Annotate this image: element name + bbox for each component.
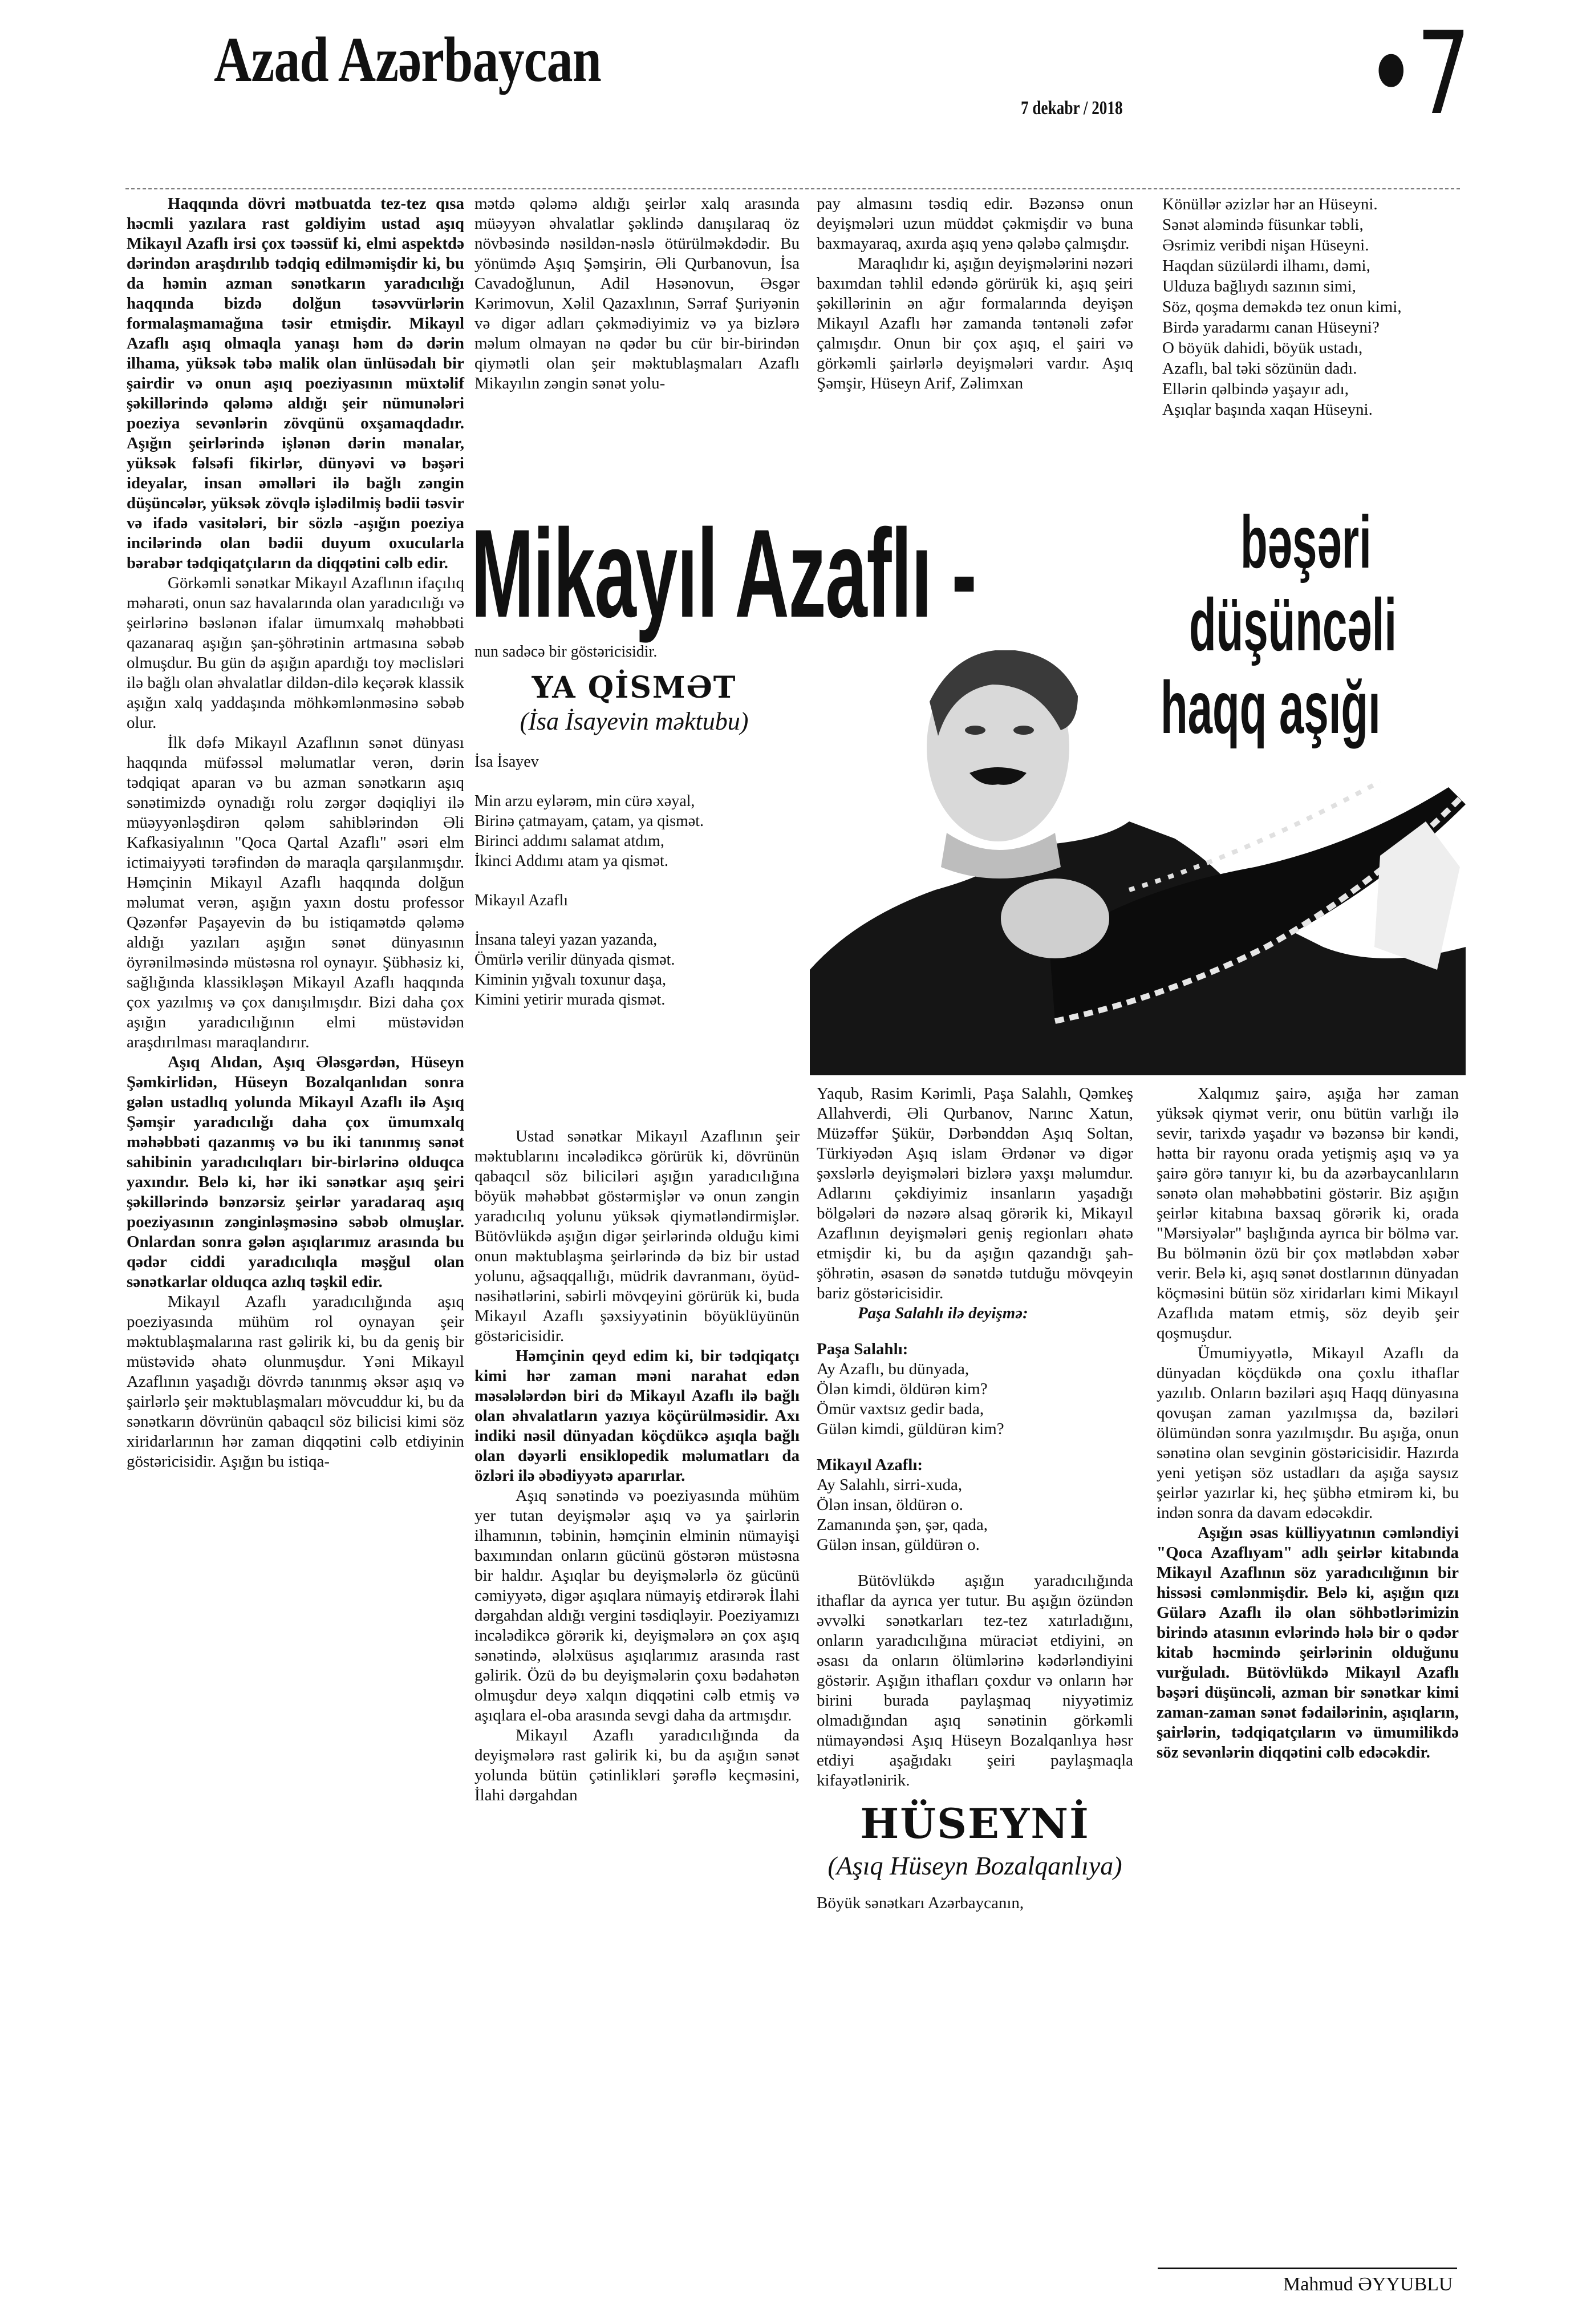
verse-line: Ay Azaflı, bu dünyada, bbox=[817, 1360, 969, 1378]
verse bbox=[474, 791, 794, 871]
paragraph: Yaqub, Rasim Kərimli, Paşa Salahlı, Qəmkeş Allahverdi, Əli Qurbanov, Narınc Xatun, Müzəffər Şükür, Dərbənddən Aşıq Soltan, Türkiyədən Aşıq islam Ərdənər və digər şəxslərlə deyişmələri bizlərə yaxşı məlumdur. Adlarını çəkdiyimiz insanların yaşadığı bölgələri də nəzərə alsaq görərik ki, Mikayıl Azaflının deyişmələri geniş regionları əhatə etmişdir ki, bu da aşığın qazandığı şah-şöhrətin, əsasən də sənətdə tutduğu mövqeyin bariz göstəricisidir. bbox=[817, 1084, 1133, 1302]
poem-line: Ellərin qəlbində yaşayır adı, bbox=[1162, 380, 1349, 398]
verse-line: Gülən insan, güldürən o. bbox=[817, 1536, 980, 1554]
poem-author: İsa İsayev bbox=[474, 753, 539, 771]
verse bbox=[474, 930, 794, 1010]
poem-line: Birdə yaradarmı canan Hüseyni? bbox=[1162, 318, 1380, 337]
poem-title: YA QİSMƏT bbox=[532, 670, 737, 705]
poem-line: O böyük dahidi, böyük ustadı, bbox=[1162, 339, 1363, 357]
poem-title: HÜSEYNİ bbox=[860, 1799, 1090, 1848]
speaker-name: Mikayıl Azaflı: bbox=[817, 1456, 923, 1474]
verse-line: İkinci Addımı atam ya qismət. bbox=[474, 852, 668, 870]
poem-line: Sənət aləmində füsunkar təbli, bbox=[1162, 216, 1364, 234]
paragraph: Mikayıl Azaflı yaradıcılığında aşıq poeziyasında mühüm rol oynayan şeir məktublaşmalarına rast gəlirik ki, bu da geniş bir müstəvidə əhatə olunmuşdur. Yəni Mikayıl Azaflının yaşadığı dövrdə tanınmış əksər aşıq və şairlərlə şeir məktublaşmaları mövcuddur ki, bu da sənətkarın dövrünün qabaqcıl söz bilicisi kimi söz xiridarlarının hər zaman diqqətini cəlb etdiyinin göstəricisidir. Aşığın bu istiqa- bbox=[127, 1293, 464, 1471]
article-column-2-top bbox=[474, 194, 800, 394]
article-column-2-bottom bbox=[474, 1127, 800, 1805]
verse-line: Birinə çatmayam, çatam, ya qismət. bbox=[474, 812, 704, 830]
poem-line: Azaflı, bal təki sözünün dadı. bbox=[1162, 359, 1357, 378]
poem-line: Haqdan süzülərdi ilhamı, dəmi, bbox=[1162, 257, 1370, 275]
article-column-1 bbox=[127, 194, 464, 1472]
header-rule bbox=[125, 188, 1460, 189]
paragraph: pay almasını təsdiq edir. Bəzənsə onun deyişmələri uzun müddət çəkmişdir və buna baxmayaraq, axırda aşıq yenə qələbə çalmışdır. bbox=[817, 195, 1133, 253]
poem-subtitle: (Aşıq Hüseyn Bozalqanlıya) bbox=[827, 1851, 1122, 1880]
verse-line: Ölən insan, öldürən o. bbox=[817, 1496, 963, 1514]
headline-line-2: bəşəri bbox=[1240, 500, 1372, 584]
verse-line: İnsana taleyi yazan yazanda, bbox=[474, 931, 658, 949]
paragraph: Maraqlıdır ki, aşığın deyişmələrini nəzəri baxımdan təhlil edəndə görürük ki, aşıq şeiri şəkillərinin ən ağır formalarında deyişən Mikayıl Azaflı hər zamanda təntənəli zəfər çalmışdır. Onun bir çox aşıq, el şairi və görkəmli şairlərlə deyişmələri vardır. Aşıq Şəmşir, Hüseyn Arif, Zəlimxan bbox=[817, 254, 1133, 392]
huseyni-poem-continuation bbox=[1162, 194, 1459, 420]
verse-line: Birinci addımı salamat atdım, bbox=[474, 832, 664, 850]
paragraph: Xalqımız şairə, aşığa hər zaman yüksək qiymət verir, onu bütün varlığı ilə sevir, tarixdə yaşadır və bəzənsə bir kəndi, hətta bir rayonu orada yetişmiş aşıq və ya şairə görə tanıyır ki, bu da azərbaycanlıların sənətə olan məhəbbətini göstərir. Biz aşığın şeirlər kitabına baxsaq görərik ki, orada "Mərsiyələr" başlığında ayrıca bir bölmə var. Bu bölmənin özü bir çox mətləbdən xəbər verir. Belə ki, aşıq sənət dostlarının dünyadan köçməsini bütün söz xiridarları kimi Mikayıl Azaflıda matəm etmiş, söz deyib şeir qoşmuşdur. bbox=[1157, 1084, 1459, 1342]
paragraph: Aşıq Alıdan, Aşıq Ələsgərdən, Hüseyn Şəmkirlidən, Hüseyn Bozalqanlıdan sonra gələn ustadlıq yolunda Mikayıl Azaflı ilə Aşıq Şəmşir yaradıcılığı daha çox ümumxalq məhəbbəti qazanmış və bu iki tanınmış sənət sahibinin yaradıcılıqları bir-birlərinə olduqca yaxındır. Belə ki, hər iki sənətkar aşıq şeiri şəkillərində bənzərsiz şeirlər yaradaraq aşıq poeziyasının zənginləşməsinə səbəb olmuşlar. Onlardan sonra gələn aşıqlarımız arasında bu qədər ciddi yaradıcılıqla məşğul olan sənətkarlar olduqca azlıq təşkil edir. bbox=[127, 1053, 464, 1291]
article-column-4-bottom bbox=[1157, 1084, 1459, 1763]
paragraph: mətdə qələmə aldığı şeirlər xalq arasında müəyyən əhvalatlar şəklində danışılaraq öz növbəsində nəsildən-nəslə ötürülməkdədir. Bu yönümdə Aşıq Şəmşirin, Əli Qurbanovun, İsa Cavadoğlunun, Adil Həsənovun, Əsgər Kərimovun, Xəlil Qazaxlının, Sərraf Şuriyənin və digər adları çəkmədiyimiz və ya bizlərə məlum olmayan nə qədər bu cür bir-birindən qiymətli olan şeir məktublaşmaları Azaflı Mikayılın zəngin sənət yolu- bbox=[474, 195, 800, 392]
paragraph: Aşıq sənətində və poeziyasında mühüm yer tutan deyişmələr aşıq və ya şairlərin ilhamının, təbinin, həmçinin elminin nümayişi baxımından onların gücünü göstərən müstəsna bir haldır. Aşıqlar bu deyişmələrlə öz gücünü cəmiyyətə, digər aşıqlara nümayiş etdirərək İlahi dərgahdan aldığı vergini təsdiqləyir. Poeziyamızı incələdikcə görərik ki, deyişmələrə ən çox aşıq sənətində, ələlxüsus aşıqlarımız arasında rast gəlirik. Özü də bu deyişmələrin çoxu bədahətən olmuşdur deyə xalqın diqqətini cəlb etmiş və aşıqlara el-oba arasında sevgi daha da artmışdır. bbox=[474, 1487, 800, 1724]
verse-line: Ölən kimdi, öldürən kim? bbox=[817, 1380, 988, 1398]
paragraph: Həmçinin qeyd edim ki, bir tədqiqatçı kimi hər zaman məni narahat edən məsələlərdən biri də Mikayıl Azaflı ilə bağlı olan əhvalatların yazıya köçürülməsidir. Axı indiki nəsil dünyadan köçdükcə aşıqla bağlı olan dəyərli ensiklopedik məlumatları da özləri ilə əbədiyyətə aparırlar. bbox=[474, 1347, 800, 1485]
byline-rule bbox=[1158, 2268, 1457, 2269]
verse-line: Kiminin yığvalı toxunur daşa, bbox=[474, 971, 666, 989]
article-column-3-top bbox=[817, 194, 1133, 394]
headline-main: Mikayıl Azaflı - bbox=[471, 503, 976, 643]
paragraph: Ustad sənətkar Mikayıl Azaflının şeir məktublarını incələdikcə görürük ki, dövrünün qabaqcıl söz biliciləri aşığın yaradıcılığına böyük məhəbbət göstərmişlər və onun zəngin yaradıcılıq yolunu yüksək qiymətləndirmişlər. Bütövlükdə aşığın digər şeirlərində olduğu kimi onun məktublaşma şeirlərində də biz bir ustad yolunu, ağsaqqallığı, müdrik davranmanı, öyüd-nəsihətlərini, səbirli mövqeyini görürük ki, buda Mikayıl Azaflı şəxsiyyətinin böyüklüyünün göstəricisidir. bbox=[474, 1127, 800, 1345]
poem-line: Könüllər əzizlər hər an Hüseyni. bbox=[1162, 195, 1378, 213]
poem-author: Mikayıl Azaflı bbox=[474, 892, 569, 909]
verse-line: Zamanında şən, şər, qada, bbox=[817, 1516, 988, 1534]
newspaper-title: Azad Azərbaycan bbox=[214, 25, 601, 95]
paragraph: Görkəmli sənətkar Mikayıl Azaflının ifaçılıq məharəti, onun saz havalarında olan yaradıcılığı və şeirlərinə bəslənən ifalar ümumxalq məhəbbəti qazanaraq aşığın şan-şöhrətinin artmasına səbəb olmuşdur. Bu gün də aşığın apardığı toy məclisləri ilə bağlı olan əhvalatlar dildən-dilə keçərək klassik aşığın xalq yaddaşında möhkəmlənməsinə səbəb olur. bbox=[127, 574, 464, 732]
author-byline: Mahmud ƏYYUBLU bbox=[1283, 2274, 1453, 2295]
paragraph: Aşığın əsas külliyyatının cəmləndiyi "Qoca Azaflıyam" adlı şeirlər kitabında Mikayıl Azaflının söz yaradıcılığının bir hissəsi cəmlənmişdir. Belə ki, aşığın qızı Gülarə Azaflı ilə olan söhbətlərimizin birində atasının evlərində hələ bir o qədər kitab həcmində şeirlərinin olduğunu vurğuladı. Bütövlükdə Mikayıl Azaflı bəşəri düşüncəli, azman bir sənətkar kimi zaman-zaman sənət fədailərinin, aşıqların, şairlərin, tədqiqatçıların və ümumilikdə söz sevənlərin diqqətini cəlb edəcəkdir. bbox=[1157, 1524, 1459, 1762]
page-number: •7 bbox=[1366, 7, 1471, 140]
speaker-name: Paşa Salahlı: bbox=[817, 1340, 908, 1358]
paragraph: Bütövlükdə aşığın yaradıcılığında ithaflar da ayrıca yer tutur. Bu aşığın özündən əvvəlki sənətkarları tez-tez xatırladığını, onların yaradıcılığına müraciət etdiyini, ən əsası da onların ölümlərinə kədərləndiyini göstərir. Aşığın ithafları çoxdur və onların hər birini burada paylaşmaq niyyətimiz olmadığından aşıq sənətinin görkəmli nümayəndəsi Aşıq Hüseyn Bozalqanlıya həsr etdiyi aşağıdakı şeiri paylaşmaqla kifayətlənirik. bbox=[817, 1572, 1133, 1789]
poem-line: Böyük sənətkarı Azərbaycanın, bbox=[817, 1894, 1024, 1912]
ya-qismet-section bbox=[474, 642, 794, 1010]
exchange-title: Paşa Salahlı ilə deyişmə: bbox=[858, 1304, 1028, 1322]
poem-line: Əsrimiz veribdi nişan Hüseyni. bbox=[1162, 236, 1369, 254]
paragraph: Mikayıl Azaflı yaradıcılığında da deyişmələrə rast gəlirik ki, bu da aşığın sənət yolunda bütün çətinlikləri şərəflə keçməsini, İlahi dərgahdan bbox=[474, 1726, 800, 1804]
stanza bbox=[817, 1475, 1133, 1555]
verse-line: Min arzu eylərəm, min cürə xəyal, bbox=[474, 792, 695, 810]
paragraph: Ümumiyyətlə, Mikayıl Azaflı da dünyadan köçdükdə ona çoxlu ithaflar yazılıb. Onların bəziləri aşıq Haqq dünyasına qovuşan zaman yazılmışsa da, bəziləri ölümündən sonra yazılmışdır. Bu aşığa, onun sənətinə olan sevginin göstəricisidir. Hazırda yeni yetişən söz ustadları da aşığa saysız şeirlər yazırlar ki, heç şübhə etmirəm ki, bu indən sonra da davam edəcəkdir. bbox=[1157, 1344, 1459, 1522]
headline-line-3: düşüncəli bbox=[1189, 583, 1397, 666]
headline-line-4: haqq aşığı bbox=[1161, 666, 1381, 749]
poem-subtitle: (İsa İsayevin məktubu) bbox=[520, 707, 749, 735]
poem-line: Ulduza bağlıydı sazının simi, bbox=[1162, 277, 1356, 295]
verse-line: Ömürlə verilir dünyada qismət. bbox=[474, 951, 675, 969]
issue-date: 7 dekabr / 2018 bbox=[1021, 98, 1123, 119]
paragraph: Haqqında dövri mətbuatda tez-tez qısa həcmli yazılara rast gəldiyim ustad aşıq Mikayıl Azaflı irsi çox təəssüf ki, elmi aspektdə dərindən araşdırılıb tədqiq edilməmişdir ki, bu da həmin azman sənətkarın yaradıcılığı haqqında bizdə dolğun təsəvvürlərin formalaşmamağına təsir etmişdir. Mikayıl Azaflı aşıq olmaqla yanaşı həm də dərin ilhama, yüksək təbə malik olan ünlüsədalı bir şairdir və onun aşıq poeziyasının müxtəlif şəkillərində qələmə aldığı şeir nümunələri poeziya sevənlərin zövqünü oxşamaqdadır. Aşığın şeirlərində işlənən dərin mənalar, yüksək fəlsəfi fikirlər, dünyəvi və bəşəri ideyalar, insan əməlləri ilə bağlı zəngin düşüncələr, yüksək zövqlə işlədilmiş bədii təsvir və ifadə vasitələri, bir sözlə -aşığın poeziya incilərində olan bədii duyum oxucularla bərabər tədqiqatçıların da diqqətini cəlb edir. bbox=[127, 195, 464, 572]
verse-line: Gülən kimdi, güldürən kim? bbox=[817, 1420, 1004, 1438]
article-column-3-bottom bbox=[817, 1084, 1133, 1913]
poem-line: Aşıqlar başında xaqan Hüseyni. bbox=[1162, 400, 1373, 419]
poem-line: Söz, qoşma deməkdə tez onun kimi, bbox=[1162, 298, 1402, 316]
paragraph: İlk dəfə Mikayıl Azaflının sənət dünyası haqqında müfəssəl məlumatlar verən, dərin tədqiqat aparan və bu azman sənətkarın aşıq sənətimizdə oynadığı rolu zərgər dəqiqliyi ilə müəyyənləşdirən qələm sahiblərindən Əli Kafkasiyalının "Qoca Qartal Azaflı" əsəri elm ictimaiyyəti tərəfindən də maraqla qarşılanmışdır. Həmçinin Mikayıl Azaflı haqqında dolğun məlumat verən, aşığın yaxın dostu professor Qəzənfər Paşayevin də bu istiqamətdə qələmə aldığı yazıları aşığın sənət dünyasının öyrənilməsində müstəsna rol oynayır. Şübhəsiz ki, sağlığında klassikləşən Mikayıl Azaflı haqqında çox yazılmış və çox danışılmışdır. Bizi daha çox aşığın yaradıcılığının elmi müstəvidən araşdırılması maraqlandırır. bbox=[127, 734, 464, 1051]
verse-line: Ay Salahlı, sirri-xuda, bbox=[817, 1476, 963, 1494]
verse-line: Kimini yetirir murada qismət. bbox=[474, 991, 666, 1009]
continuation-text: nun sadəcə bir göstəricisidir. bbox=[474, 643, 658, 661]
verse-line: Ömür vaxtsız gedir bada, bbox=[817, 1400, 984, 1418]
stanza bbox=[817, 1359, 1133, 1439]
